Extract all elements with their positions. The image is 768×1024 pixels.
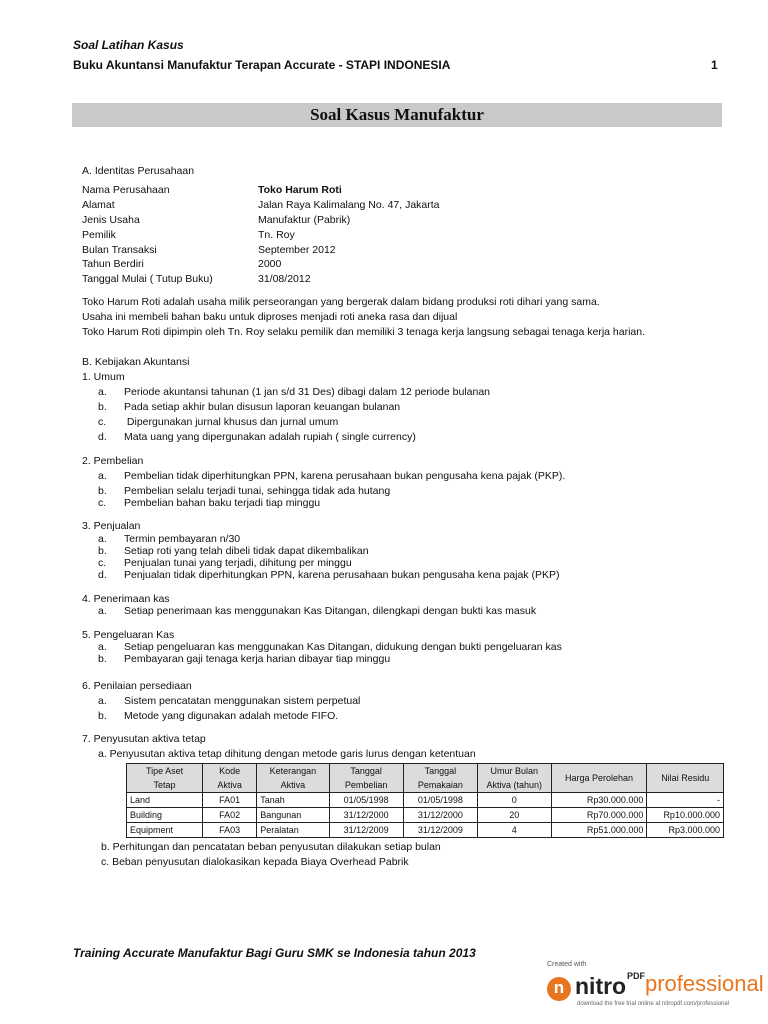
logo-product: professional	[645, 971, 764, 996]
identity-value: Toko Harum Roti	[258, 184, 342, 196]
list-item: b. Perhitungan dan pencatatan beban penyusutan dilakukan setiap bulan	[101, 841, 441, 853]
list-letter: c.	[98, 497, 107, 509]
logo-pdf: PDF	[627, 971, 645, 981]
identity-label: Bulan Transaksi	[82, 244, 157, 256]
list-text: Pembelian selalu terjadi tunai, sehingga tidak ada hutang	[124, 485, 391, 497]
table-cell: Rp51.000.000	[551, 823, 647, 838]
list-text: Mata uang yang dipergunakan adalah rupiah ( single currency)	[124, 431, 416, 443]
identity-label: Pemilik	[82, 229, 116, 241]
table-cell: -	[647, 793, 724, 808]
subsection-title: 7. Penyusutan aktiva tetap	[82, 733, 206, 745]
list-item	[98, 695, 360, 707]
paragraph: Toko Harum Roti dipimpin oleh Tn. Roy selaku pemilik dan memiliki 3 tenaga kerja langsung sebagai tenaga kerja harian.	[82, 326, 646, 338]
list-item	[98, 470, 565, 482]
header-line: Aktiva	[217, 780, 242, 790]
table-header-cell	[257, 764, 329, 793]
list-letter: b.	[98, 485, 107, 497]
list-item	[98, 653, 390, 665]
list-text: Pembayaran gaji tenaga kerja harian dibayar tiap minggu	[124, 653, 391, 665]
logo-download-text: download the free trial online at nitropdf.com/professional	[577, 1001, 730, 1007]
list-text: Periode akuntansi tahunan (1 jan s/d 31 Des) dibagi dalam 12 periode bulanan	[124, 386, 491, 398]
table-header-row	[127, 764, 724, 793]
header-line: Tetap	[153, 780, 176, 790]
header-line: Umur Bulan	[490, 766, 539, 776]
table-row	[127, 793, 724, 808]
table-cell: 20	[477, 808, 551, 823]
list-item	[98, 401, 400, 413]
list-item	[98, 557, 352, 569]
list-text: Setiap roti yang telah dibeli tidak dapat dikembalikan	[124, 545, 369, 557]
list-letter: a.	[98, 641, 107, 653]
section-b-heading: B. Kebijakan Akuntansi	[82, 356, 190, 368]
table-header-cell	[477, 764, 551, 793]
list-letter: a.	[98, 695, 107, 707]
identity-value: 2000	[258, 258, 282, 270]
logo-brand: nitro	[575, 973, 627, 999]
list-text: Sistem pencatatan menggunakan sistem perpetual	[124, 695, 361, 707]
nitro-n-icon: n	[547, 977, 571, 1001]
list-letter: b.	[98, 710, 107, 722]
table-header-cell	[403, 764, 477, 793]
identity-label: Nama Perusahaan	[82, 184, 170, 196]
table-cell: 31/12/2000	[403, 808, 477, 823]
list-item	[98, 485, 390, 497]
list-item: c. Beban penyusutan dialokasikan kepada Biaya Overhead Pabrik	[101, 856, 409, 868]
list-letter: c.	[98, 557, 107, 569]
list-letter: a.	[98, 386, 107, 398]
section-a-heading: A. Identitas Perusahaan	[82, 165, 195, 177]
list-letter: d.	[98, 431, 107, 443]
list-item	[98, 386, 490, 398]
footer-text: Training Accurate Manufaktur Bagi Guru SMK se Indonesia tahun 2013	[73, 946, 476, 960]
subsection-title: 4. Penerimaan kas	[82, 593, 170, 605]
identity-value: Manufaktur (Pabrik)	[258, 214, 351, 226]
identity-label: Alamat	[82, 199, 115, 211]
table-header-cell	[329, 764, 403, 793]
header-subtitle: Soal Latihan Kasus	[73, 38, 184, 52]
subsection-title: 5. Pengeluaran Kas	[82, 629, 175, 641]
table-cell: 31/12/2000	[329, 808, 403, 823]
list-item: a. Penyusutan aktiva tetap dihitung dengan metode garis lurus dengan ketentuan	[98, 748, 476, 760]
subsection-title: 6. Penilaian persediaan	[82, 680, 192, 692]
list-item	[98, 545, 369, 557]
list-letter: b.	[98, 545, 107, 557]
table-header-cell	[551, 764, 647, 793]
list-text: Pada setiap akhir bulan disusun laporan keuangan bulanan	[124, 401, 401, 413]
table-cell: Rp3.000.000	[647, 823, 724, 838]
header-line: Nilai Residu	[661, 773, 710, 783]
list-item	[98, 710, 338, 722]
table-cell: Building	[127, 808, 203, 823]
subsection-title: 2. Pembelian	[82, 455, 144, 467]
table-header-cell	[203, 764, 257, 793]
table-cell: FA02	[203, 808, 257, 823]
table-cell: Rp30.000.000	[551, 793, 647, 808]
list-letter: a.	[98, 605, 107, 617]
identity-value: Jalan Raya Kalimalang No. 47, Jakarta	[258, 199, 440, 211]
list-text: Termin pembayaran n/30	[124, 533, 241, 545]
identity-label: Tahun Berdiri	[82, 258, 144, 270]
list-text: Pembelian bahan baku terjadi tiap minggu	[124, 497, 321, 509]
table-cell: Peralatan	[257, 823, 329, 838]
list-item	[98, 416, 338, 428]
identity-label: Jenis Usaha	[82, 214, 140, 226]
identity-value: September 2012	[258, 244, 336, 256]
table-cell: Tanah	[257, 793, 329, 808]
subsection-title: 3. Penjualan	[82, 520, 141, 532]
list-item	[98, 641, 562, 653]
identity-label: Tanggal Mulai ( Tutup Buku)	[82, 273, 213, 285]
table-cell: 4	[477, 823, 551, 838]
list-letter: b.	[98, 653, 107, 665]
table-cell: 31/12/2009	[329, 823, 403, 838]
main-title-bar	[72, 103, 722, 127]
header-title: Buku Akuntansi Manufaktur Terapan Accurate - STAPI INDONESIA	[73, 58, 451, 72]
logo-created-text: Created with	[547, 961, 587, 968]
table-cell: FA03	[203, 823, 257, 838]
header-line: Aktiva (tahun)	[486, 780, 543, 790]
list-item	[98, 497, 320, 509]
nitro-logo	[545, 961, 765, 1021]
table-row	[127, 808, 724, 823]
list-text: Dipergunakan jurnal khusus dan jurnal umum	[124, 416, 339, 428]
paragraph: Toko Harum Roti adalah usaha milik perseorangan yang bergerak dalam bidang produksi roti dihari yang sama.	[82, 296, 600, 308]
header-line: Keterangan	[269, 766, 317, 776]
table-cell: 01/05/1998	[403, 793, 477, 808]
identity-value: Tn. Roy	[258, 229, 295, 241]
list-text: Setiap penerimaan kas menggunakan Kas Ditangan, dilengkapi dengan bukti kas masuk	[124, 605, 537, 617]
list-item	[98, 533, 240, 545]
table-cell: Rp70.000.000	[551, 808, 647, 823]
subsection-title: 1. Umum	[82, 371, 125, 383]
table-cell: Bangunan	[257, 808, 329, 823]
table-header-cell	[127, 764, 203, 793]
table-cell: 0	[477, 793, 551, 808]
header-line: Pembelian	[344, 780, 388, 790]
header-line: Harga Perolehan	[564, 773, 634, 783]
list-text: Pembelian tidak diperhitungkan PPN, karena perusahaan bukan pengusaha kena pajak (PKP).	[124, 470, 566, 482]
table-header-cell	[647, 764, 724, 793]
table-row	[127, 823, 724, 838]
list-letter: b.	[98, 401, 107, 413]
table-cell: FA01	[203, 793, 257, 808]
list-letter: a.	[98, 470, 107, 482]
header-line: Aktiva	[280, 780, 306, 790]
paragraph: Usaha ini membeli bahan baku untuk diproses menjadi roti aneka rasa dan dijual	[82, 311, 458, 323]
header-line: Kode	[219, 766, 241, 776]
list-item	[98, 431, 416, 443]
list-letter: d.	[98, 569, 107, 581]
header-line: Pemakaian	[417, 780, 463, 790]
list-letter: c.	[98, 416, 107, 428]
table-cell: 01/05/1998	[329, 793, 403, 808]
list-letter: a.	[98, 533, 107, 545]
list-text: Setiap pengeluaran kas menggunakan Kas Ditangan, didukung dengan bukti pengeluaran kas	[124, 641, 562, 653]
list-text: Penjualan tidak diperhitungkan PPN, karena perusahaan bukan pengusaha kena pajak (PKP)	[124, 569, 560, 581]
list-item	[98, 569, 559, 581]
table-cell: Rp10.000.000	[647, 808, 724, 823]
header-line: Tanggal	[350, 766, 382, 776]
page-number: 1	[711, 58, 718, 72]
main-title: Soal Kasus Manufaktur	[310, 105, 484, 124]
table-cell: Equipment	[127, 823, 203, 838]
list-text: Metode yang digunakan adalah metode FIFO.	[124, 710, 339, 722]
table-cell: 31/12/2009	[403, 823, 477, 838]
header-line: Tipe Aset	[145, 766, 184, 776]
fixed-asset-table	[126, 763, 724, 838]
header-line: Tanggal	[424, 766, 457, 776]
table-cell: Land	[127, 793, 203, 808]
list-text: Penjualan tunai yang terjadi, dihitung per minggu	[124, 557, 352, 569]
identity-value: 31/08/2012	[258, 273, 311, 285]
list-item	[98, 605, 536, 617]
